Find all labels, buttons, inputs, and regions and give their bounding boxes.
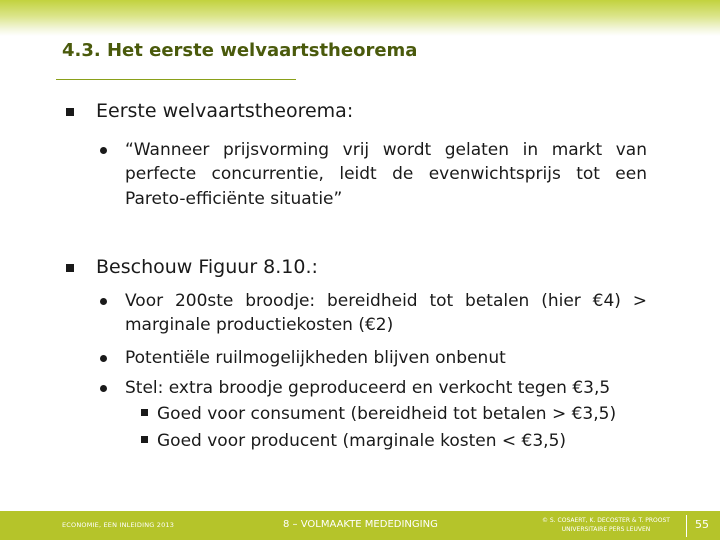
footer-chapter: 8 – VOLMAAKTE MEDEDINGING: [283, 519, 438, 530]
square-bullet-icon: [141, 436, 148, 443]
page-number: 55: [695, 518, 709, 531]
square-bullet-icon: [66, 108, 74, 116]
slide-title: 4.3. Het eerste welvaartstheorema: [62, 40, 418, 61]
square-bullet-icon: [66, 264, 74, 272]
footer-copyright: [526, 516, 686, 534]
sub-bullet-1-line-1: Voor 200ste broodje: bereidheid tot betalen (hier €4) >: [125, 291, 647, 311]
round-bullet-icon: [100, 147, 107, 154]
title-underline: [56, 79, 296, 80]
quote-line-2: perfecte concurrentie, leidt de evenwichtsprijs tot een: [125, 164, 647, 184]
header-gradient-band: [0, 0, 720, 36]
slide-footer: [0, 511, 720, 540]
footer-course-title: ECONOMIE, EEN INLEIDING 2013: [62, 521, 175, 529]
bullet-eerste-welvaartstheorema: Eerste welvaartstheorema:: [96, 100, 354, 122]
square-bullet-icon: [141, 409, 148, 416]
sub-bullet-1-line-2: marginale productiekosten (€2): [125, 315, 394, 335]
quote-line-1: “Wanneer prijsvorming vrij wordt gelaten in markt van: [125, 140, 647, 160]
round-bullet-icon: [100, 355, 107, 362]
sub-sub-bullet-consument: Goed voor consument (bereidheid tot betalen > €3,5): [157, 404, 617, 424]
footer-divider: [686, 515, 687, 537]
sub-bullet-3: Stel: extra broodje geproduceerd en verkocht tegen €3,5: [125, 378, 611, 398]
quote-line-3: Pareto-efficiënte situatie”: [125, 189, 343, 209]
footer-publisher: UNIVERSITAIRE PERS LEUVEN: [561, 526, 651, 533]
bullet-beschouw-figuur: Beschouw Figuur 8.10.:: [96, 256, 318, 278]
round-bullet-icon: [100, 385, 107, 392]
sub-sub-bullet-producent: Goed voor producent (marginale kosten < €3,5): [157, 431, 567, 451]
round-bullet-icon: [100, 298, 107, 305]
footer-authors: © S. COSAERT, K. DECOSTER & T. PROOST: [542, 517, 670, 524]
sub-bullet-2: Potentiële ruilmogelijkheden blijven onbenut: [125, 348, 506, 368]
